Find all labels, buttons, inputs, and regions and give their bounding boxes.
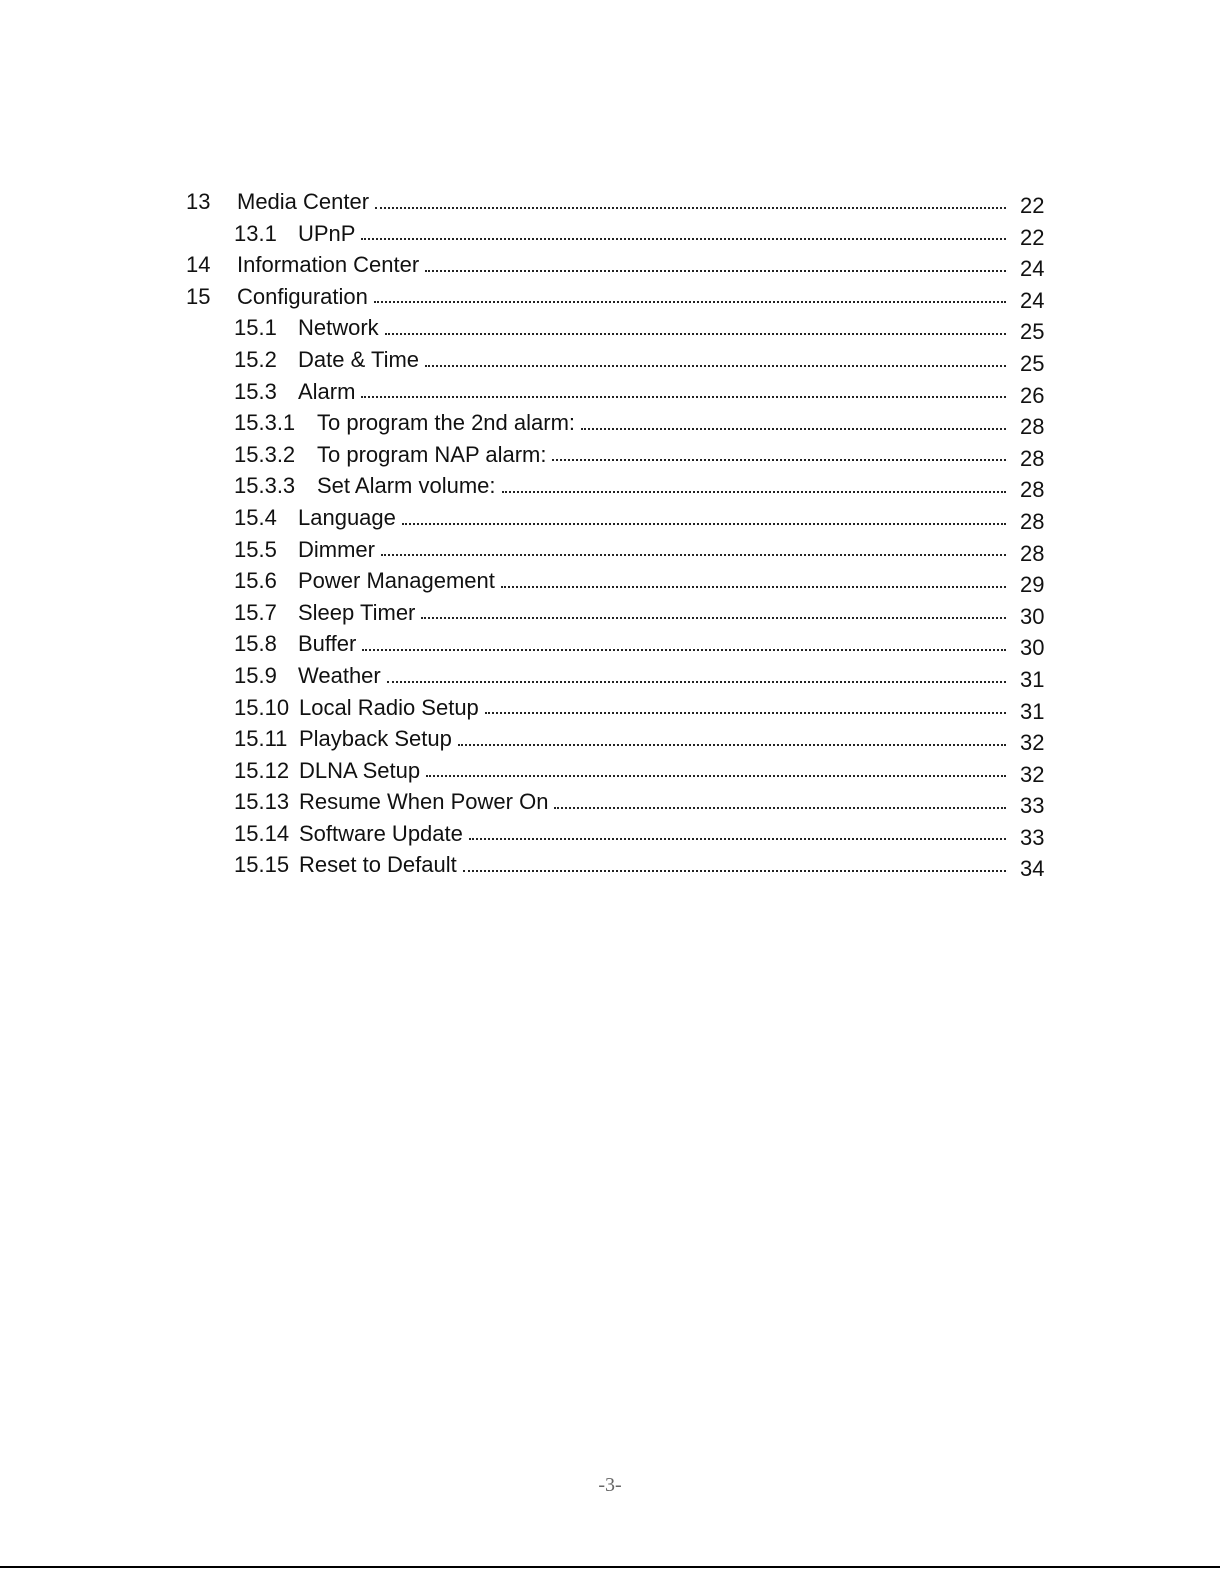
toc-entry[interactable] — [186, 502, 1050, 534]
toc-entry-title: Information Center — [237, 252, 420, 278]
toc-entry-number: 15.3.1 — [234, 410, 296, 436]
table-of-contents — [186, 186, 1050, 881]
toc-entry[interactable] — [186, 376, 1050, 408]
toc-entry-page: 33 — [1020, 824, 1045, 850]
toc-entry-title: Power Management — [298, 568, 495, 594]
toc-dot-leader — [552, 439, 1008, 471]
toc-entry-number: 15.12 — [234, 757, 290, 783]
toc-entry-page: 30 — [1020, 603, 1045, 629]
toc-entry-number: 15.1 — [234, 315, 277, 341]
toc-entry-number: 15.10 — [234, 694, 290, 720]
toc-entry-page: 28 — [1020, 508, 1045, 534]
toc-entry-page: 25 — [1020, 319, 1045, 345]
toc-dot-leader — [361, 218, 1008, 250]
toc-entry-page: 31 — [1020, 698, 1045, 724]
toc-entry[interactable] — [186, 218, 1050, 250]
toc-entry-page: 29 — [1020, 572, 1045, 598]
toc-entry-title: Alarm — [298, 378, 356, 404]
toc-entry[interactable] — [186, 660, 1050, 692]
toc-entry-title: Weather — [298, 662, 381, 688]
toc-entry-number: 13.1 — [234, 220, 277, 246]
toc-entry-title: Configuration — [237, 283, 368, 309]
toc-dot-leader — [463, 849, 1008, 881]
toc-dot-leader — [375, 186, 1008, 218]
toc-entry-page: 34 — [1020, 856, 1045, 882]
toc-entry-number: 15.2 — [234, 346, 277, 372]
toc-dot-leader — [387, 660, 1008, 692]
toc-entry-title: Set Alarm volume: — [317, 473, 496, 499]
toc-entry-title: To program the 2nd alarm: — [317, 410, 576, 436]
toc-entry[interactable] — [186, 534, 1050, 566]
toc-entry-page: 33 — [1020, 793, 1045, 819]
toc-entry-page: 24 — [1020, 287, 1045, 313]
toc-dot-leader — [425, 344, 1008, 376]
toc-entry-number: 15.3.3 — [234, 473, 296, 499]
toc-entry-title: Network — [298, 315, 379, 341]
toc-entry-number: 15.3.2 — [234, 441, 296, 467]
toc-entry-number: 15.7 — [234, 599, 277, 625]
toc-entry-title: Reset to Default — [299, 852, 457, 878]
toc-entry[interactable] — [186, 818, 1050, 850]
toc-dot-leader — [425, 249, 1008, 281]
toc-dot-leader — [381, 534, 1008, 566]
toc-dot-leader — [502, 470, 1008, 502]
toc-entry-page: 28 — [1020, 477, 1045, 503]
toc-entry-title: To program NAP alarm: — [317, 441, 547, 467]
toc-entry-title: Buffer — [298, 631, 357, 657]
toc-entry-number: 15.11 — [234, 726, 288, 752]
toc-entry-number: 15.6 — [234, 568, 277, 594]
toc-entry-page: 32 — [1020, 730, 1045, 756]
toc-dot-leader — [458, 723, 1008, 755]
page-number: -3- — [598, 1474, 622, 1496]
toc-entry-title: UPnP — [298, 220, 356, 246]
toc-dot-leader — [469, 818, 1008, 850]
toc-entry-page: 28 — [1020, 445, 1045, 471]
bottom-rule — [0, 1566, 1220, 1568]
toc-entry-number: 15.5 — [234, 536, 277, 562]
toc-entry-title: Playback Setup — [299, 726, 452, 752]
toc-entry[interactable] — [186, 692, 1050, 724]
toc-entry[interactable] — [186, 186, 1050, 218]
toc-entry-number: 15.9 — [234, 662, 277, 688]
toc-entry-number: 15.3 — [234, 378, 277, 404]
toc-entry[interactable] — [186, 249, 1050, 281]
toc-dot-leader — [426, 755, 1008, 787]
toc-entry-title: Media Center — [237, 189, 370, 214]
toc-entry-title: Language — [298, 504, 396, 530]
toc-dot-leader — [374, 281, 1008, 313]
toc-dot-leader — [501, 565, 1008, 597]
toc-entry-number: 15.4 — [234, 504, 277, 530]
toc-entry-page: 28 — [1020, 540, 1045, 566]
toc-entry-title: Date & Time — [298, 346, 420, 372]
toc-entry-number: 15.14 — [234, 820, 290, 846]
toc-dot-leader — [362, 628, 1008, 660]
toc-entry-number: 15.15 — [234, 852, 290, 878]
toc-entry-page: 22 — [1020, 193, 1045, 218]
toc-entry-page: 32 — [1020, 761, 1045, 787]
toc-entry-page: 22 — [1020, 224, 1045, 250]
toc-entry-title: Local Radio Setup — [299, 694, 479, 720]
toc-entry-number: 14 — [186, 252, 211, 278]
toc-dot-leader — [485, 692, 1008, 724]
toc-dot-leader — [581, 407, 1008, 439]
toc-entry[interactable] — [186, 849, 1050, 881]
toc-entry[interactable] — [186, 470, 1050, 502]
toc-entry-page: 24 — [1020, 256, 1045, 282]
toc-entry-title: DLNA Setup — [299, 757, 421, 783]
toc-dot-leader — [385, 312, 1008, 344]
toc-entry-title: Sleep Timer — [298, 599, 416, 625]
toc-entry-title: Resume When Power On — [299, 789, 549, 815]
toc-entry[interactable] — [186, 312, 1050, 344]
toc-entry-number: 13 — [186, 189, 211, 214]
toc-entry-title: Software Update — [299, 820, 463, 846]
toc-entry[interactable] — [186, 565, 1050, 597]
toc-entry[interactable] — [186, 281, 1050, 313]
toc-dot-leader — [554, 786, 1008, 818]
toc-dot-leader — [402, 502, 1008, 534]
toc-entry[interactable] — [186, 786, 1050, 818]
toc-entry[interactable] — [186, 628, 1050, 660]
toc-entry[interactable] — [186, 723, 1050, 755]
toc-entry-page: 25 — [1020, 350, 1045, 376]
toc-entry-number: 15.13 — [234, 789, 290, 815]
toc-entry-title: Dimmer — [298, 536, 375, 562]
toc-entry-page: 30 — [1020, 635, 1045, 661]
toc-entry[interactable] — [186, 439, 1050, 471]
toc-entry[interactable] — [186, 407, 1050, 439]
toc-entry[interactable] — [186, 344, 1050, 376]
toc-entry[interactable] — [186, 755, 1050, 787]
toc-entry-page: 28 — [1020, 414, 1045, 440]
toc-entry-number: 15.8 — [234, 631, 277, 657]
toc-entry-page: 26 — [1020, 382, 1045, 408]
toc-entry-page: 31 — [1020, 666, 1045, 692]
toc-entry[interactable] — [186, 597, 1050, 629]
toc-dot-leader — [421, 597, 1008, 629]
toc-dot-leader — [361, 376, 1008, 408]
toc-entry-number: 15 — [186, 283, 211, 309]
